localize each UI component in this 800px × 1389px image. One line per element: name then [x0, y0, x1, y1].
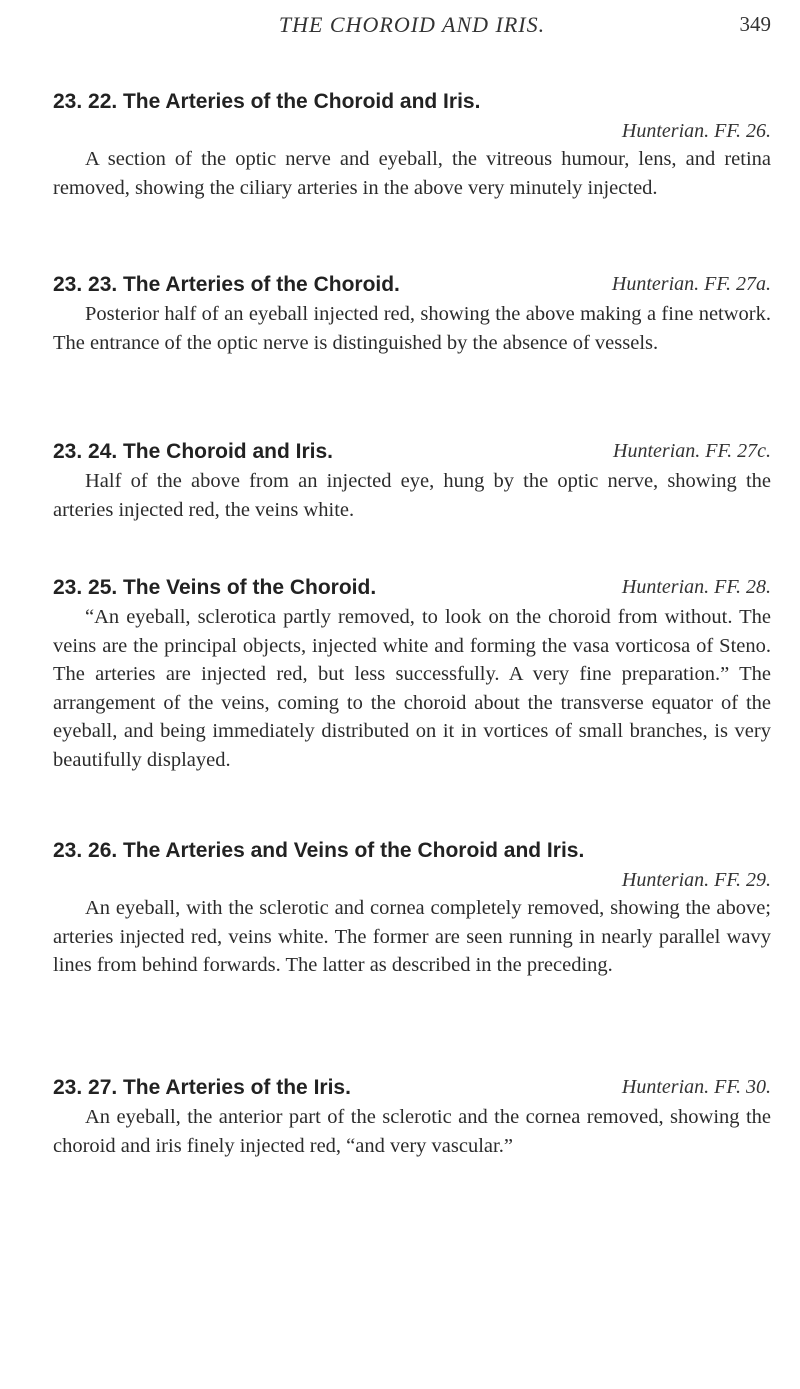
entry-title: The Arteries and Veins of the Choroid and Iris. [122, 839, 585, 862]
entry-description: Posterior half of an eyeball injected red, showing the above making a fine network. The entrance of the optic nerve is distinguished by the absence of vessels. [53, 303, 771, 354]
entry-reference: Hunterian. FF. 27a. [611, 273, 771, 295]
entry-description: “An eyeball, sclerotica partly removed, to look on the choroid from without. The veins are the principal objects, injected white and forming the vasa vorticosa of Steno. The arteries are injected red, but less successfully. A very fine preparation.” The arrangement of the veins, coming to the choroid about the transverse equator of the eyeball, and being immediately distributed on it in vortices of small branches, is very beautifully displayed. [53, 606, 771, 771]
entry-heading [53, 1072, 771, 1103]
entry-number: 23. 26. [53, 839, 118, 862]
entry-reference: Hunterian. FF. 26. [621, 120, 771, 142]
catalogue-entry [53, 269, 771, 357]
page-number: 349 [739, 12, 771, 36]
catalogue-entry [53, 1072, 771, 1160]
entry-title: The Choroid and Iris. [122, 440, 333, 463]
entry-reference: Hunterian. FF. 29. [621, 869, 771, 891]
entry-heading [53, 572, 771, 603]
entry-number: 23. 27. [53, 1076, 118, 1099]
entry-description: An eyeball, the anterior part of the sclerotic and the cornea removed, showing the choroid and iris finely injected red, “and very vascular.” [53, 1106, 771, 1157]
catalogue-entry [53, 86, 771, 202]
entry-title: The Veins of the Choroid. [122, 576, 377, 599]
entry-description: Half of the above from an injected eye, hung by the optic nerve, showing the arteries injected red, the veins white. [53, 470, 771, 521]
running-title: THE CHOROID AND IRIS. [278, 12, 546, 37]
catalogue-entry [53, 835, 771, 980]
entry-title: The Arteries of the Iris. [122, 1076, 351, 1099]
entry-reference: Hunterian. FF. 27c. [613, 440, 771, 462]
catalogue-entry [53, 436, 771, 524]
entry-title: The Arteries of the Choroid. [122, 273, 400, 296]
catalogue-entry [53, 572, 771, 774]
entry-heading [53, 269, 771, 300]
entry-description: A section of the optic nerve and eyeball, the vitreous humour, lens, and retina removed, showing the ciliary arteries in the above very minutely injected. [53, 148, 771, 199]
entry-number: 23. 24. [53, 440, 118, 463]
entry-heading [53, 436, 771, 467]
entry-number: 23. 23. [53, 273, 118, 296]
entry-title: The Arteries of the Choroid and Iris. [122, 90, 481, 113]
running-header [53, 0, 771, 40]
entry-reference: Hunterian. FF. 28. [621, 576, 771, 598]
entry-heading [53, 86, 771, 117]
document-page [53, 0, 771, 1157]
entry-description: An eyeball, with the sclerotic and cornea completely removed, showing the above; arteries injected red, veins white. The former are seen running in nearly parallel wavy lines from behind forwards. The latter as described in the preceding. [53, 897, 771, 976]
entry-number: 23. 22. [53, 90, 118, 113]
entry-reference: Hunterian. FF. 30. [621, 1076, 771, 1098]
entry-heading [53, 835, 771, 866]
entry-number: 23. 25. [53, 576, 118, 599]
